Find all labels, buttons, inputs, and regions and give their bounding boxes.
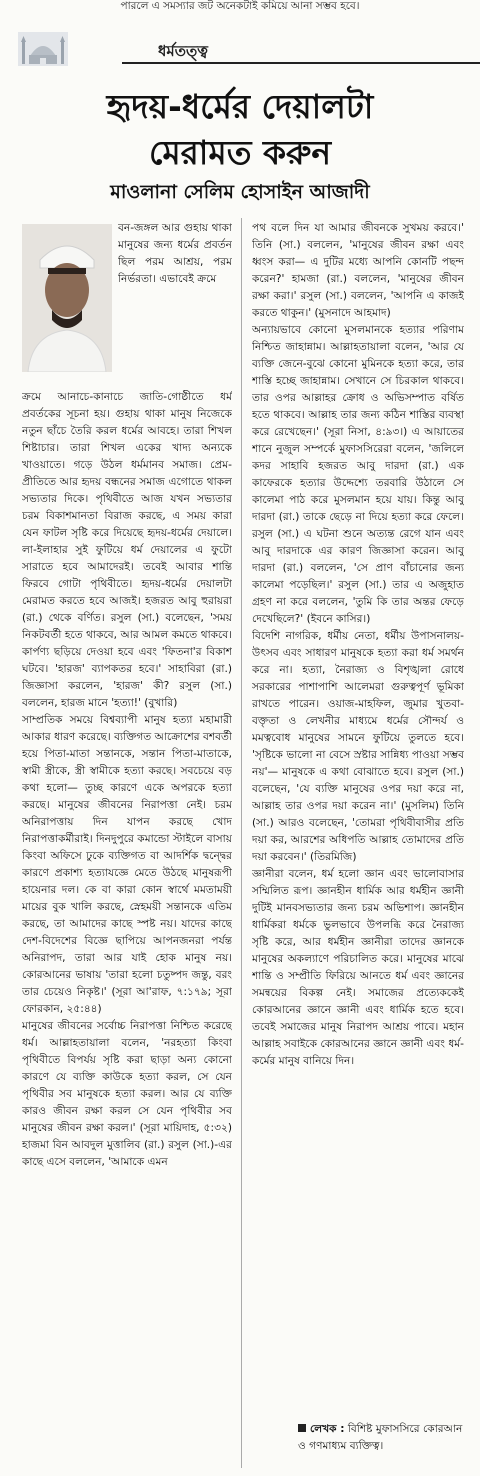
right-paragraph-4: জ্ঞানীরা বলেন, ধর্ম হলো জ্ঞান এবং ভালোবাসার সম্মিলিত রূপ। জ্ঞানহীন ধার্মিক আর ধর্মহীন জ্ঞানী দুটিই মানবসভ্যতার জন্য চরম অভিশাপ। জ্ঞানহীন ধার্মিকরা ধর্মকে ভুলভাবে উপলব্ধি করে নৈরাজ্য সৃষ্টি করে, আর ধর্মহীন জ্ঞানীরা তাদের জ্ঞানকে মানুষের অকল্যাণে পরিচালিত করে। মানুষের মাঝে শান্তি ও সম্প্রীতি ফিরিয়ে আনতে ধর্ম এবং জ্ঞানের সমন্বয়ের বিকল্প নেই। সমাজের প্রত্যেককেই কোরআনের জ্ঞানে জ্ঞানী এবং ধার্মিক হতে হবে। তবেই সমাজের মানুষ নিরাপদ আশ্রয় পাবে। মহান আল্লাহ সবাইকে কোরআনের জ্ঞানে জ্ঞানী এবং ধর্ম-কর্মের মানুষ বানিয়ে দিন। — [252, 868, 464, 1067]
section-label: ধর্মতত্ত্ব — [158, 42, 208, 60]
section-rule — [122, 62, 480, 64]
right-paragraph-2: অন্যায়ভাবে কোনো মুসলমানকে হত্যার পরিণাম নিশ্চিত জাহান্নাম। আল্লাহতায়ালা বলেন, 'আর যে ব্যক্তি জেনে-বুঝে কোনো মুমিনকে হত্যা করে, তার শাস্তি হচ্ছে জাহান্নাম। সেখানে সে চিরকাল থাকবে। তার ওপর আল্লাহর ক্রোধ ও অভিসম্পাত বর্ষিত হতে থাকবে। আল্লাহ তার জন্য কঠিন শাস্তির ব্যবস্থা করে রেখেছেন।' (সূরা নিসা, ৪:৯৩।) এ আয়াতের শানে নুজুল সম্পর্কে মুফাসসিরেরা বলেন, 'জলিলে কদর সাহাবি হজরত আবু দারদা (রা.) এক কাফেরকে হত্যার উদ্দেশ্যে তরবারি উঠালে সে কালেমা পাঠ করে মুসলমান হয়ে যায়। কিন্তু আবু দারদা (রা.) তাকে ছেড়ে না দিয়ে হত্যা করে ফেলে। রসুল (সা.) এ ঘটনা শুনে অত্যন্ত রেগে যান এবং আবু দারদাকে এর কারণ জিজ্ঞাসা করেন। আবু দারদা (রা.) বললেন, 'সে প্রাণ বাঁচানোর জন্য কালেমা পড়েছিল।' রসুল (সা.) তার এ অজুহাত গ্রহণ না করে বললেন, 'তুমি কি তার অন্তর ফেড়ে দেখেছিলে?' (ইবনে কাসির।) — [252, 324, 464, 625]
author-note — [298, 1421, 468, 1455]
headline-line-2: মেরামত করুন — [148, 133, 332, 172]
left-column — [22, 389, 232, 1469]
left-paragraph-3: মানুষের জীবনের সর্বোচ্চ নিরাপত্তা নিশ্চিত করেছে ধর্ম। আল্লাহতায়ালা বলেন, 'নরহত্যা কিংবা পৃথিবীতে বিপর্যয় সৃষ্টি করা ছাড়া অন্য কোনো কারণে যে ব্যক্তি কাউকে হত্যা করল, সে যেন পৃথিবীর সব মানুষকে হত্যা করল। আর যে ব্যক্তি কারও জীবন রক্ষা করল সে যেন পৃথিবীর সব মানুষের জীবন রক্ষা করল।' (সূরা মায়িদাহ, ৫:৩২) হাজমা বিন আবদুল মুত্তালিব (রা.) রসুল (সা.)-এর কাছে এসে বললেন, 'আমাকে এমন — [22, 1020, 232, 1168]
author-byline: মাওলানা সেলিম হোসাইন আজাদী — [110, 181, 370, 203]
previous-article-tail: পারলে এ সমস্যার জট অনেকটাই কমিয়ে আনা সম্ভব হবে। — [120, 0, 360, 12]
author-note-text: বিশিষ্ট মুফাসসিরে কোরআন ও গণমাধ্যম ব্যক্তিত্ব। — [298, 1423, 463, 1452]
headline-line-1: হৃদয়-ধর্মের দেয়ালটা — [106, 87, 374, 126]
mosque-logo-icon — [18, 32, 68, 66]
column-divider — [241, 218, 242, 1468]
author-note-label: লেখক : — [310, 1423, 345, 1435]
square-bullet-icon — [298, 1424, 306, 1432]
author-portrait-icon — [22, 224, 112, 372]
intro-paragraph: বন-জঙ্গল আর গুহায় থাকা মানুষের জন্য ধর্মের প্রবর্তন ছিল পরম আশ্রয়, পরম নির্ভরতা। এভাবেই ক্রমে — [118, 222, 232, 285]
right-paragraph-3: বিদেশি নাগরিক, ধর্মীয় নেতা, ধর্মীয় উপাসনালয়-উৎসব এবং সাধারণ মানুষকে হত্যা করা ধর্ম সমর্থন করে না। হত্যা, নৈরাজ্য ও বিশৃঙ্খলা রোধে সরকারের পাশাপাশি আলেমরা গুরুত্বপূর্ণ ভূমিকা রাখতে পারেন। ওয়াজ-মাহফিল, জুমার খুতবা-বক্তৃতা ও লেখনীর মাধ্যমে ধর্মের সৌন্দর্য ও মমত্ববোধ মানুষের সামনে ফুটিয়ে তুলতে হবে। 'সৃষ্টিকে ভালো না বেসে স্রষ্টার সান্নিধ্য পাওয়া সম্ভব নয়'— মানুষকে এ কথা বোঝাতে হবে। রসুল (সা.) বলেছেন, 'যে ব্যক্তি মানুষের ওপর দয়া করে না, আল্লাহ তার ওপর দয়া করেন না।' (মুসলিম) তিনি (সা.) আরও বলেছেন, 'তোমরা পৃথিবীবাসীর প্রতি দয়া কর, আরশের অধিপতি আল্লাহ তোমাদের প্রতি দয়া করবেন।' (তিরমিজি) — [252, 630, 464, 863]
left-paragraph-2: সাম্প্রতিক সময়ে বিশ্বব্যাপী মানুষ হত্যা মহামারী আকার ধারণ করেছে। ব্যক্তিগত আক্রোশের বশবর্তী হয়ে পিতা-মাতা সন্তানকে, সন্তান পিতা-মাতাকে, স্বামী স্ত্রীকে, স্ত্রী স্বামীকে হত্যা করছে। সবচেয়ে বড় কথা হলো— তুচ্ছ কারণে একে অপরকে হত্যা করছে। মানুষের জীবনের নিরাপত্তা নেই। চরম অনিরাপত্তায় দিন যাপন করছে খোদ নিরাপত্তাকর্মীরাই। দিনদুপুরে কমান্ডো স্টাইলে বাসায় কিংবা অফিসে ঢুকে ব্যক্তিগত বা আদর্শিক দ্বন্দ্বের কারণে প্রকাশ্য হত্যাযজ্ঞে মেতে উঠছে মানুষরূপী হায়েনার দল। কে বা কারা কোন স্বার্থে মমতাময়ী মায়ের বুক খালি করছে, স্নেহময়ী সন্তানকে এতিম করছে, তা আমাদের কাছে স্পষ্ট নয়। যাদের কাছে দেশ-বিদেশের বিজ্ঞে ছাপিয়ে আপনজনরা পর্যন্ত অনিরাপদ, তারা আর যাই হোক মানুষ নয়। কোরআনের ভাষায় 'তারা হলো চতুষ্পদ জন্তু, বরং তার চেয়েও নিকৃষ্ট।' (সূরা আ'রাফ, ৭:১৭৯; সূরা ফোরকান, ২৫:৪৪) — [22, 714, 232, 1015]
right-paragraph-1: পথ বলে দিন যা আমার জীবনকে সুখময় করবে।' তিনি (সা.) বললেন, 'মানুষের জীবন রক্ষা এবং ধ্বংস করা— এ দুটির মধ্যে আপনি কোনটি পছন্দ করেন?' হামজা (রা.) বললেন, 'মানুষের জীবন রক্ষা করা।' রসুল (সা.) বললেন, 'আপনি এ কাজই করতে থাকুন।' (মুসনাদে আহমাদ) — [252, 222, 464, 319]
right-column — [252, 220, 464, 1410]
section-header — [18, 30, 480, 70]
intro-column — [118, 220, 232, 390]
headline — [0, 84, 480, 176]
left-paragraph-1: ক্রমে আনাচে-কানাচে জাতি-গোষ্ঠীতে ধর্ম প্রবর্তকের সূচনা হয়। গুহায় থাকা মানুষ নিজেকে নতুন ছাঁচে তৈরি করল ধর্মের আবহে। তারা শিখল শিষ্টাচার। তারা শিখল একের খাদ্য অন্যকে খাওয়াতে। গড়ে উঠল ধর্মমানব সমাজ। প্রেম-প্রীতিতে আর হৃদয় বন্ধনের সমাজ এগোতে থাকল সভ্যতার দিকে। পৃথিবীতে আজ যখন সভ্যতার চরম বিকাশমানতা বিরাজ করছে, এ সময় কারা যেন ফাটল সৃষ্টি করে দিয়েছে হৃদয়-ধর্মের দেয়ালে। লা-ইলাহার সুই ফুটিয়ে ধর্ম দেয়ালের এ ফুটো সারাতে হবে আমাদেরই। তবেই আবার শান্তি ফিরবে গোটা পৃথিবীতে। হৃদয়-ধর্মের দেয়ালটা মেরামত করতে হবে আজই। হজরত আবু হুরায়রা (রা.) থেকে বর্ণিত। রসুল (সা.) বলেছেন, 'সময় নিকটবর্তী হতে থাকবে, আর আমল কমতে থাকবে। কার্পণ্য ছড়িয়ে দেওয়া হবে এবং 'ফিতনা'র বিকাশ ঘটবে। 'হারজ' ব্যাপকতর হবে।' সাহাবিরা (রা.) জিজ্ঞাসা করলেন, 'হারজ' কী? রসুল (সা.) বললেন, হারজ মানে 'হত্যা!' (বুখারি) — [22, 391, 232, 709]
